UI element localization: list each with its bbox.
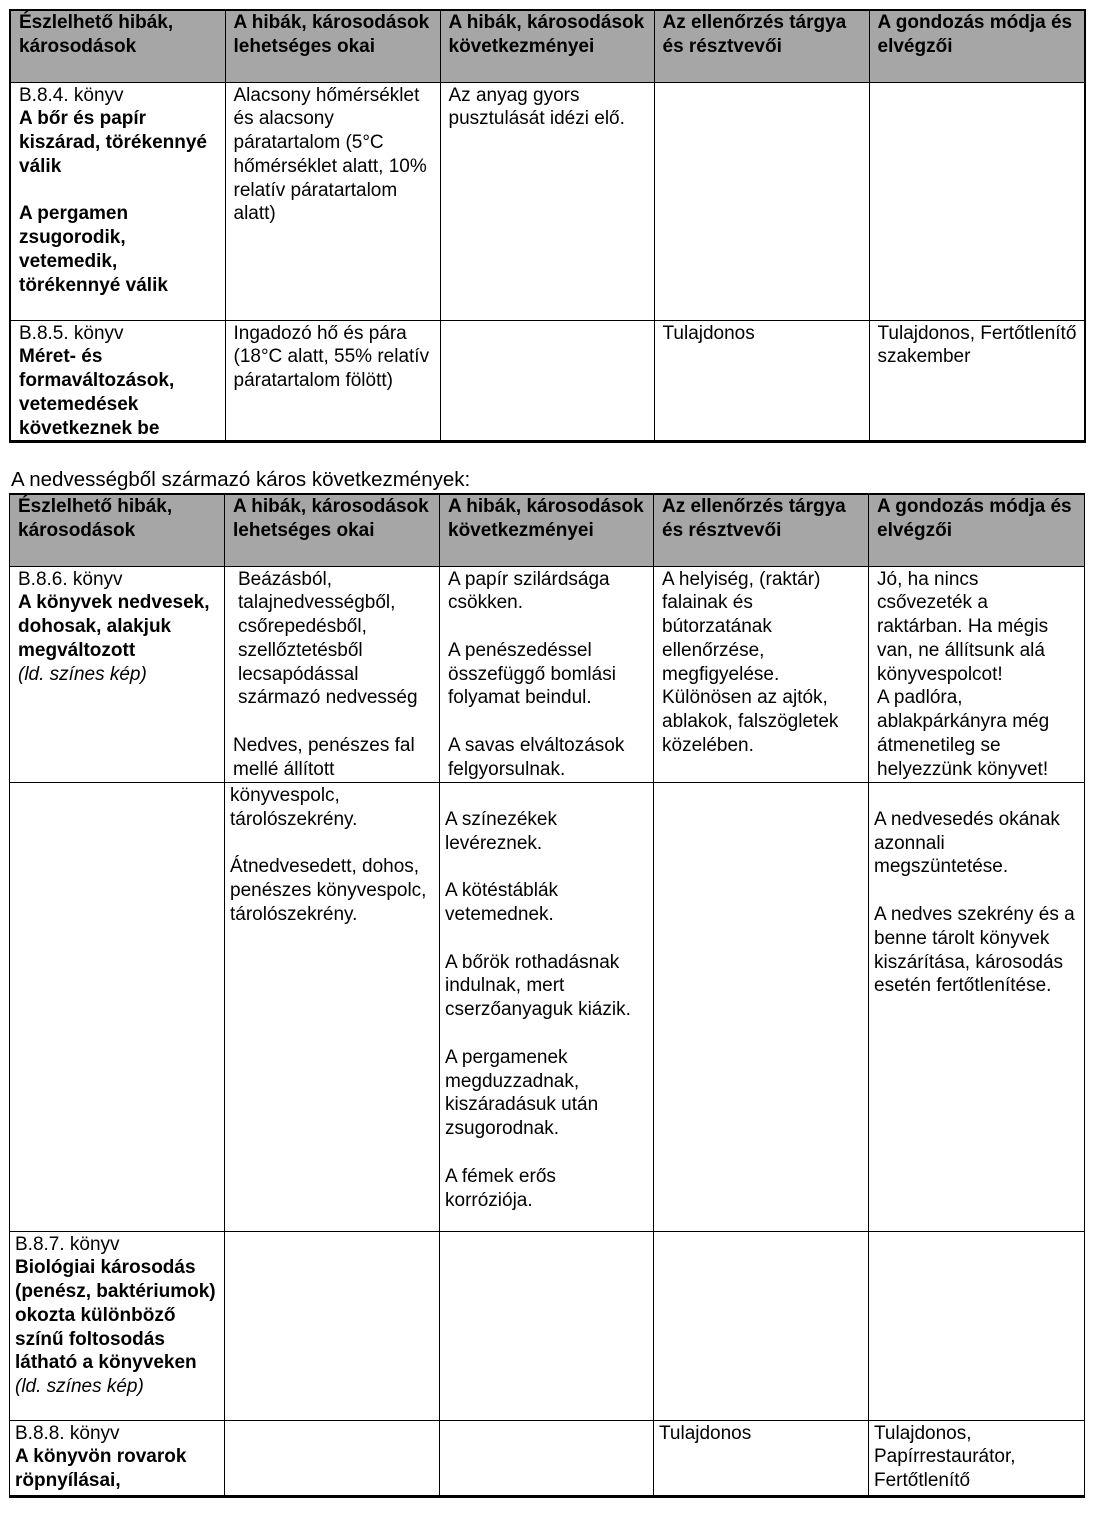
inspection-cell: Tulajdonos [654,320,869,442]
care-cell: Tulajdonos, Papírrestaurátor, Fertőtlenítő [869,1420,1085,1496]
image-note: (ld. színes kép) [18,663,147,685]
damage-cell [10,1420,225,1496]
header-causes: A hibák, károsodások lehetséges okai [225,10,440,82]
image-note: (ld. színes kép) [15,1376,144,1398]
damage-title: A könyvek nedvesek, dohosak, alakjuk megváltozott [18,592,210,661]
header-damage: Észlelhető hibák, károsodások [10,494,225,566]
inspection-cell [654,783,869,1231]
header-consequences: A hibák, károsodások következményei [440,494,654,566]
damage-title: Biológiai károsodás (penész, baktériumok) okozta különböző színű foltosodás látható a könyveken [15,1257,216,1374]
inspection-cell [654,1231,869,1420]
inspection-cell: A helyiség, (raktár) falainak és bútorzatának ellenőrzése, megfigyelése. Különösen az ajtók, ablakok, falszögletek közelében. [654,566,869,782]
item-code: B.8.8. könyv [15,1422,120,1444]
cause-cell: Beázásból, talajnedvességből, csőrepedésből, szellőztetésből lecsapódással származó nedvesség Nedves, penészes fal mellé állított [225,566,440,782]
damage-cell [10,82,225,320]
inspection-cell: Tulajdonos [654,1420,869,1496]
table-row [10,566,1085,782]
inspection-cell [654,82,869,320]
damage-table-1 [9,9,1086,443]
care-cell: A nedvesedés okának azonnali megszüntetése. A nedves szekrény és a benne tárolt könyvek kiszárítása, károsodás esetén fertőtlenítése. [869,783,1085,1231]
cause-cell: Ingadozó hő és pára (18°C alatt, 55% relatív páratartalom fölött) [225,320,440,442]
care-cell: Jó, ha nincs csővezeték a raktárban. Ha mégis van, ne állítsunk alá könyvespolcot! A padlóra, ablakpárkányra még átmenetileg se helyezzünk könyvet! [869,566,1085,782]
table-row [10,1231,1085,1420]
table-row [10,783,1085,1231]
damage-title: A bőr és papír kiszárad, törékennyé válik [19,108,207,177]
item-code: B.8.6. könyv [18,568,123,590]
cause-cell: Alacsony hőmérséklet és alacsony páratartalom (5°C hőmérséklet alatt, 10% relatív páratartalom alatt) [225,82,440,320]
header-row [10,10,1085,82]
damage-cell [10,783,225,1231]
consequence-cell [440,1420,654,1496]
damage-cell [10,320,225,442]
header-row [10,494,1085,566]
item-code: B.8.4. könyv [19,84,124,106]
cause-cell: könyvespolc, tárolószekrény. Átnedvesedett, dohos, penészes könyvespolc, tárolószekrény. [225,783,440,1231]
damage-cell [10,566,225,782]
damage-table-2 [9,493,1085,783]
header-causes: A hibák, károsodások lehetséges okai [225,494,440,566]
damage-title: Méret- és formaváltozások, vetemedések következnek be [19,346,175,439]
table-row [10,1420,1085,1496]
section-caption: A nedvességből származó káros következmények: [11,468,471,491]
care-cell: Tulajdonos, Fertőtlenítő szakember [869,320,1085,442]
care-cell [869,1231,1085,1420]
header-inspection: Az ellenőrzés tárgya és résztvevői [654,494,869,566]
header-consequences: A hibák, károsodások következményei [440,10,654,82]
damage-title: A könyvön rovarok röpnyílásai, [15,1446,187,1492]
header-inspection: Az ellenőrzés tárgya és résztvevői [654,10,869,82]
table-row [10,320,1085,442]
consequence-cell: A színezékek levéreznek. A kötéstáblák vetemednek. A bőrök rothadásnak indulnak, mert cserzőanyaguk kiázik. A pergamenek megduzzadnak, kiszáradásuk után zsugorodnak. A fémek erős korróziója. [440,783,654,1231]
damage-cell [10,1231,225,1420]
cause-cell [225,1420,440,1496]
item-code: B.8.5. könyv [19,322,124,344]
care-cell [869,82,1085,320]
header-care: A gondozás módja és elvégzői [869,494,1085,566]
table-row [10,82,1085,320]
consequence-cell: Az anyag gyors pusztulását idézi elő. [440,82,654,320]
consequence-cell [440,1231,654,1420]
item-code: B.8.7. könyv [15,1233,120,1255]
cause-cell [225,1231,440,1420]
header-care: A gondozás módja és elvégzői [869,10,1085,82]
header-damage: Észlelhető hibák, károsodások [10,10,225,82]
consequence-cell: A papír szilárdsága csökken. A penészedéssel összefüggő bomlási folyamat beindul. A savas elváltozások felgyorsulnak. [440,566,654,782]
consequence-cell [440,320,654,442]
damage-title: A pergamen zsugorodik, vetemedik, törékennyé válik [19,203,168,296]
damage-table-3 [9,783,1085,1498]
